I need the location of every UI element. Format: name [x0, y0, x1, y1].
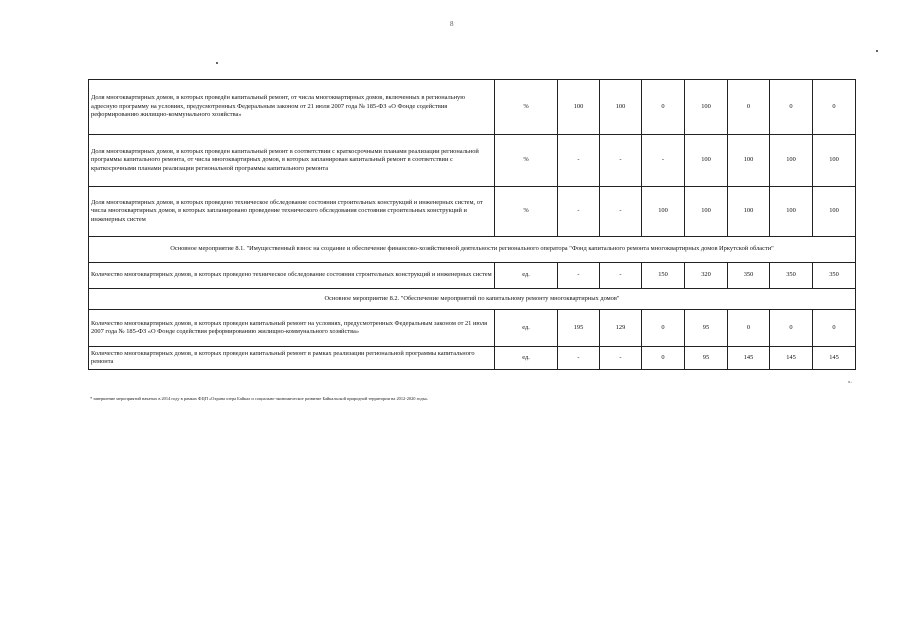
value-cell: 100 [813, 187, 856, 237]
value-cell: 145 [770, 347, 813, 370]
value-cell: - [558, 135, 600, 187]
indicators-table [88, 79, 856, 370]
value-cell: 0 [728, 310, 770, 347]
value-cell: 100 [685, 80, 728, 135]
value-cell: 0 [813, 310, 856, 347]
indicator-name: Доля многоквартирных домов, в которых проведён капитальный ремонт, от числа многоквартирных домов, включенных в региональную адресную программу на условиях, предусмотренных Федеральным законом от 21 июля 2007 года № 185-ФЗ «О Фонде содействия реформированию жилищно-коммунального хозяйства» [89, 80, 495, 135]
value-cell: 100 [770, 135, 813, 187]
value-cell: 95 [685, 310, 728, 347]
page-number: 8 [450, 20, 454, 28]
value-cell: - [642, 135, 685, 187]
section-row [89, 289, 856, 310]
scan-speck [876, 50, 878, 52]
section-heading: Основное мероприятие 8.1. "Имущественный взнос на создание и обеспечение финансово-хозяйственной деятельности регионального оператора "Фонд капитального ремонта многоквартирных домов Иркутской области" [89, 237, 856, 263]
indicator-name: Доля многоквартирных домов, в которых проведен капитальный ремонт в соответствии с краткосрочными планами реализации региональной программы капитального ремонта, от числа многоквартирных домов, в которых запланирован капитальный ремонт в соответствии с краткосрочными планами реализации региональной программы капитального ремонта [89, 135, 495, 187]
table-row [89, 135, 856, 187]
value-cell: 350 [813, 263, 856, 289]
value-cell: 100 [558, 80, 600, 135]
value-cell: 145 [813, 347, 856, 370]
unit-cell: ед. [495, 310, 558, 347]
unit-cell: ед. [495, 263, 558, 289]
table-row [89, 310, 856, 347]
value-cell: 150 [642, 263, 685, 289]
unit-cell: % [495, 187, 558, 237]
value-cell: 100 [600, 80, 642, 135]
value-cell: 100 [728, 187, 770, 237]
value-cell: 0 [642, 80, 685, 135]
unit-cell: % [495, 80, 558, 135]
value-cell: 100 [685, 135, 728, 187]
table-row [89, 80, 856, 135]
value-cell: - [600, 135, 642, 187]
table-row [89, 187, 856, 237]
value-cell: 195 [558, 310, 600, 347]
value-cell: - [558, 347, 600, 370]
value-cell: 0 [642, 310, 685, 347]
value-cell: 100 [685, 187, 728, 237]
footnote: * завершение мероприятий начатых в 2014 году в рамках ФЦП «Охрана озера Байкал и социально-экономическое развитие Байкальской природной территории на 2012-2020 годы» [90, 396, 428, 401]
indicator-name: Количество многоквартирных домов, в которых проведен капитальный ремонт в рамках реализации региональной программы капитального ремонта [89, 347, 495, 370]
value-cell: - [558, 263, 600, 289]
value-cell: 0 [642, 347, 685, 370]
unit-cell: % [495, 135, 558, 187]
value-cell: 95 [685, 347, 728, 370]
section-row [89, 237, 856, 263]
value-cell: - [600, 347, 642, 370]
value-cell: 350 [770, 263, 813, 289]
scan-speck [216, 62, 218, 64]
value-cell: 145 [728, 347, 770, 370]
unit-cell: ед. [495, 347, 558, 370]
indicator-name: Количество многоквартирных домов, в которых проведен капитальный ремонт на условиях, предусмотренных Федеральным законом от 21 июля 2007 года № 185-ФЗ «О Фонде содействия реформированию жилищно-коммунального хозяйства» [89, 310, 495, 347]
value-cell: 320 [685, 263, 728, 289]
value-cell: 0 [728, 80, 770, 135]
value-cell: 0 [813, 80, 856, 135]
value-cell: 100 [770, 187, 813, 237]
value-cell: 0 [770, 80, 813, 135]
value-cell: - [558, 187, 600, 237]
value-cell: 100 [642, 187, 685, 237]
value-cell: - [600, 187, 642, 237]
value-cell: 129 [600, 310, 642, 347]
value-cell: 0 [770, 310, 813, 347]
table-row [89, 347, 856, 370]
value-cell: 100 [728, 135, 770, 187]
value-cell: 350 [728, 263, 770, 289]
indicator-name: Доля многоквартирных домов, в которых проведено техническое обследование состояния строительных конструкций и инженерных систем, от числа многоквартирных домов, в которых запланировано проведение технического обследования состояния строительных конструкций и инженерных систем [89, 187, 495, 237]
value-cell: - [600, 263, 642, 289]
table-row [89, 263, 856, 289]
section-heading: Основное мероприятие 8.2. "Обеспечение мероприятий по капитальному ремонту многоквартирных домов" [89, 289, 856, 310]
value-cell: 100 [813, 135, 856, 187]
indicator-name: Количество многоквартирных домов, в которых проведено техническое обследование состояния строительных конструкций и инженерных систем [89, 263, 495, 289]
closing-quote-mark: ». [848, 380, 852, 385]
